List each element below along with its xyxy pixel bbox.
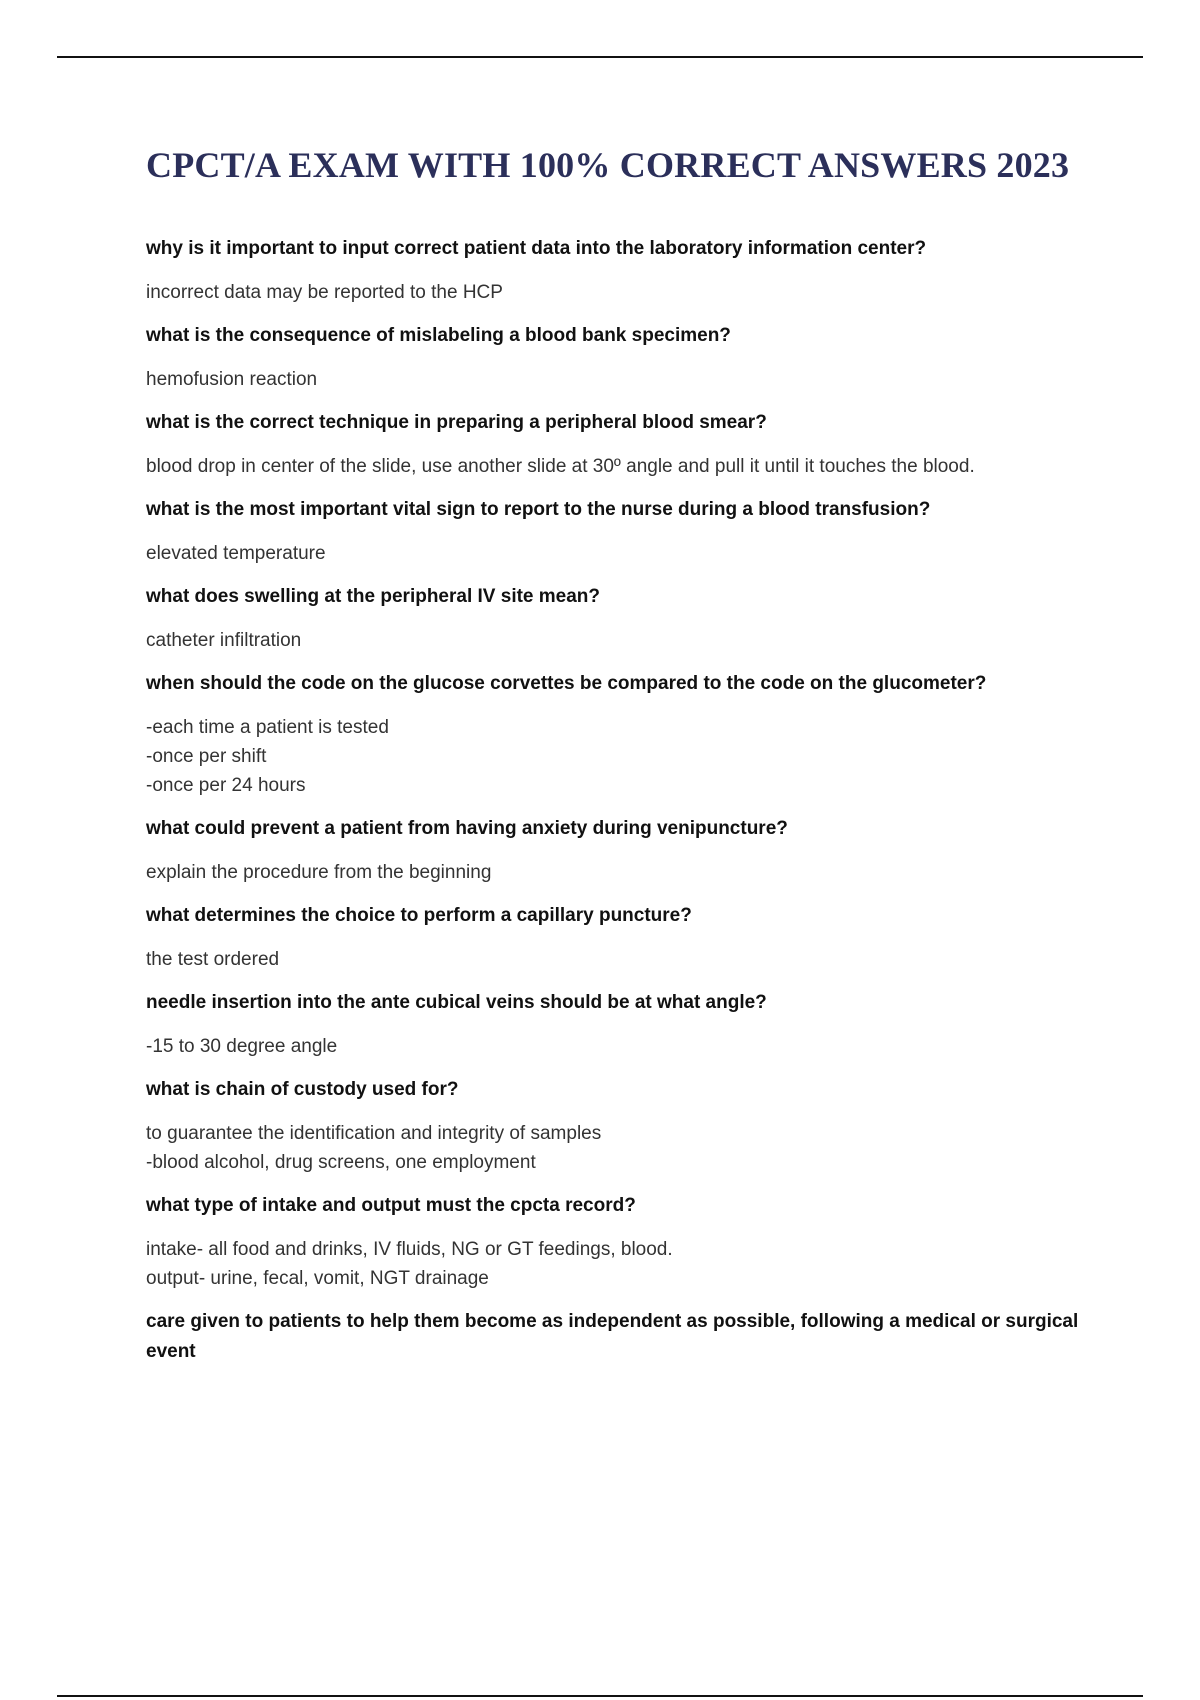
qa-item [146, 495, 1106, 568]
answer-text [146, 539, 1106, 568]
question-text: needle insertion into the ante cubical veins should be at what angle? [146, 992, 767, 1013]
question-text: what is the correct technique in preparing a peripheral blood smear? [146, 412, 767, 433]
qa-item [146, 1307, 1106, 1367]
answer-text [146, 365, 1106, 394]
qa-item [146, 582, 1106, 655]
answer-line: the test ordered [146, 949, 280, 970]
question-text: care given to patients to help them become as independent as possible, following a medical or surgical event [146, 1311, 1079, 1362]
question-text: what does swelling at the peripheral IV site mean? [146, 586, 601, 607]
answer-text [146, 945, 1106, 974]
answer-text [146, 858, 1106, 887]
document-body [146, 144, 1106, 1381]
answer-line: -once per shift [146, 746, 267, 767]
document-title: CPCT/A EXAM WITH 100% CORRECT ANSWERS 2023 [146, 145, 1070, 185]
answer-text [146, 1235, 1106, 1293]
answer-line: elevated temperature [146, 543, 326, 564]
qa-item [146, 814, 1106, 887]
question-text: what type of intake and output must the cpcta record? [146, 1195, 636, 1216]
qa-item [146, 408, 1106, 481]
qa-item [146, 669, 1106, 800]
answer-line: -once per 24 hours [146, 775, 306, 796]
answer-line: blood drop in center of the slide, use another slide at 30º angle and pull it until it touches the blood. [146, 456, 975, 477]
question-text: what is the most important vital sign to report to the nurse during a blood transfusion? [146, 499, 931, 520]
answer-line: -each time a patient is tested [146, 717, 389, 738]
question-text: why is it important to input correct patient data into the laboratory information center? [146, 238, 927, 259]
qa-item [146, 988, 1106, 1061]
question-text: what is the consequence of mislabeling a blood bank specimen? [146, 325, 731, 346]
qa-item [146, 1075, 1106, 1177]
qa-list [146, 234, 1106, 1367]
answer-text [146, 1032, 1106, 1061]
answer-line: hemofusion reaction [146, 369, 318, 390]
bottom-rule [57, 1695, 1143, 1697]
answer-text [146, 1119, 1106, 1177]
qa-item [146, 901, 1106, 974]
answer-line: -blood alcohol, drug screens, one employment [146, 1152, 536, 1173]
question-text: what determines the choice to perform a capillary puncture? [146, 905, 692, 926]
answer-line: intake- all food and drinks, IV fluids, NG or GT feedings, blood. [146, 1239, 673, 1260]
answer-text [146, 713, 1106, 800]
qa-item [146, 1191, 1106, 1293]
answer-line: incorrect data may be reported to the HCP [146, 282, 503, 303]
answer-line: explain the procedure from the beginning [146, 862, 492, 883]
top-rule [57, 56, 1143, 58]
qa-item [146, 321, 1106, 394]
answer-line: catheter infiltration [146, 630, 302, 651]
answer-line: output- urine, fecal, vomit, NGT drainage [146, 1268, 489, 1289]
question-text: when should the code on the glucose corvettes be compared to the code on the glucometer? [146, 673, 987, 694]
qa-item [146, 234, 1106, 307]
answer-line: to guarantee the identification and integrity of samples [146, 1123, 602, 1144]
answer-line: -15 to 30 degree angle [146, 1036, 338, 1057]
answer-text [146, 626, 1106, 655]
question-text: what could prevent a patient from having anxiety during venipuncture? [146, 818, 788, 839]
answer-text [146, 452, 1106, 481]
answer-text [146, 278, 1106, 307]
question-text: what is chain of custody used for? [146, 1079, 459, 1100]
